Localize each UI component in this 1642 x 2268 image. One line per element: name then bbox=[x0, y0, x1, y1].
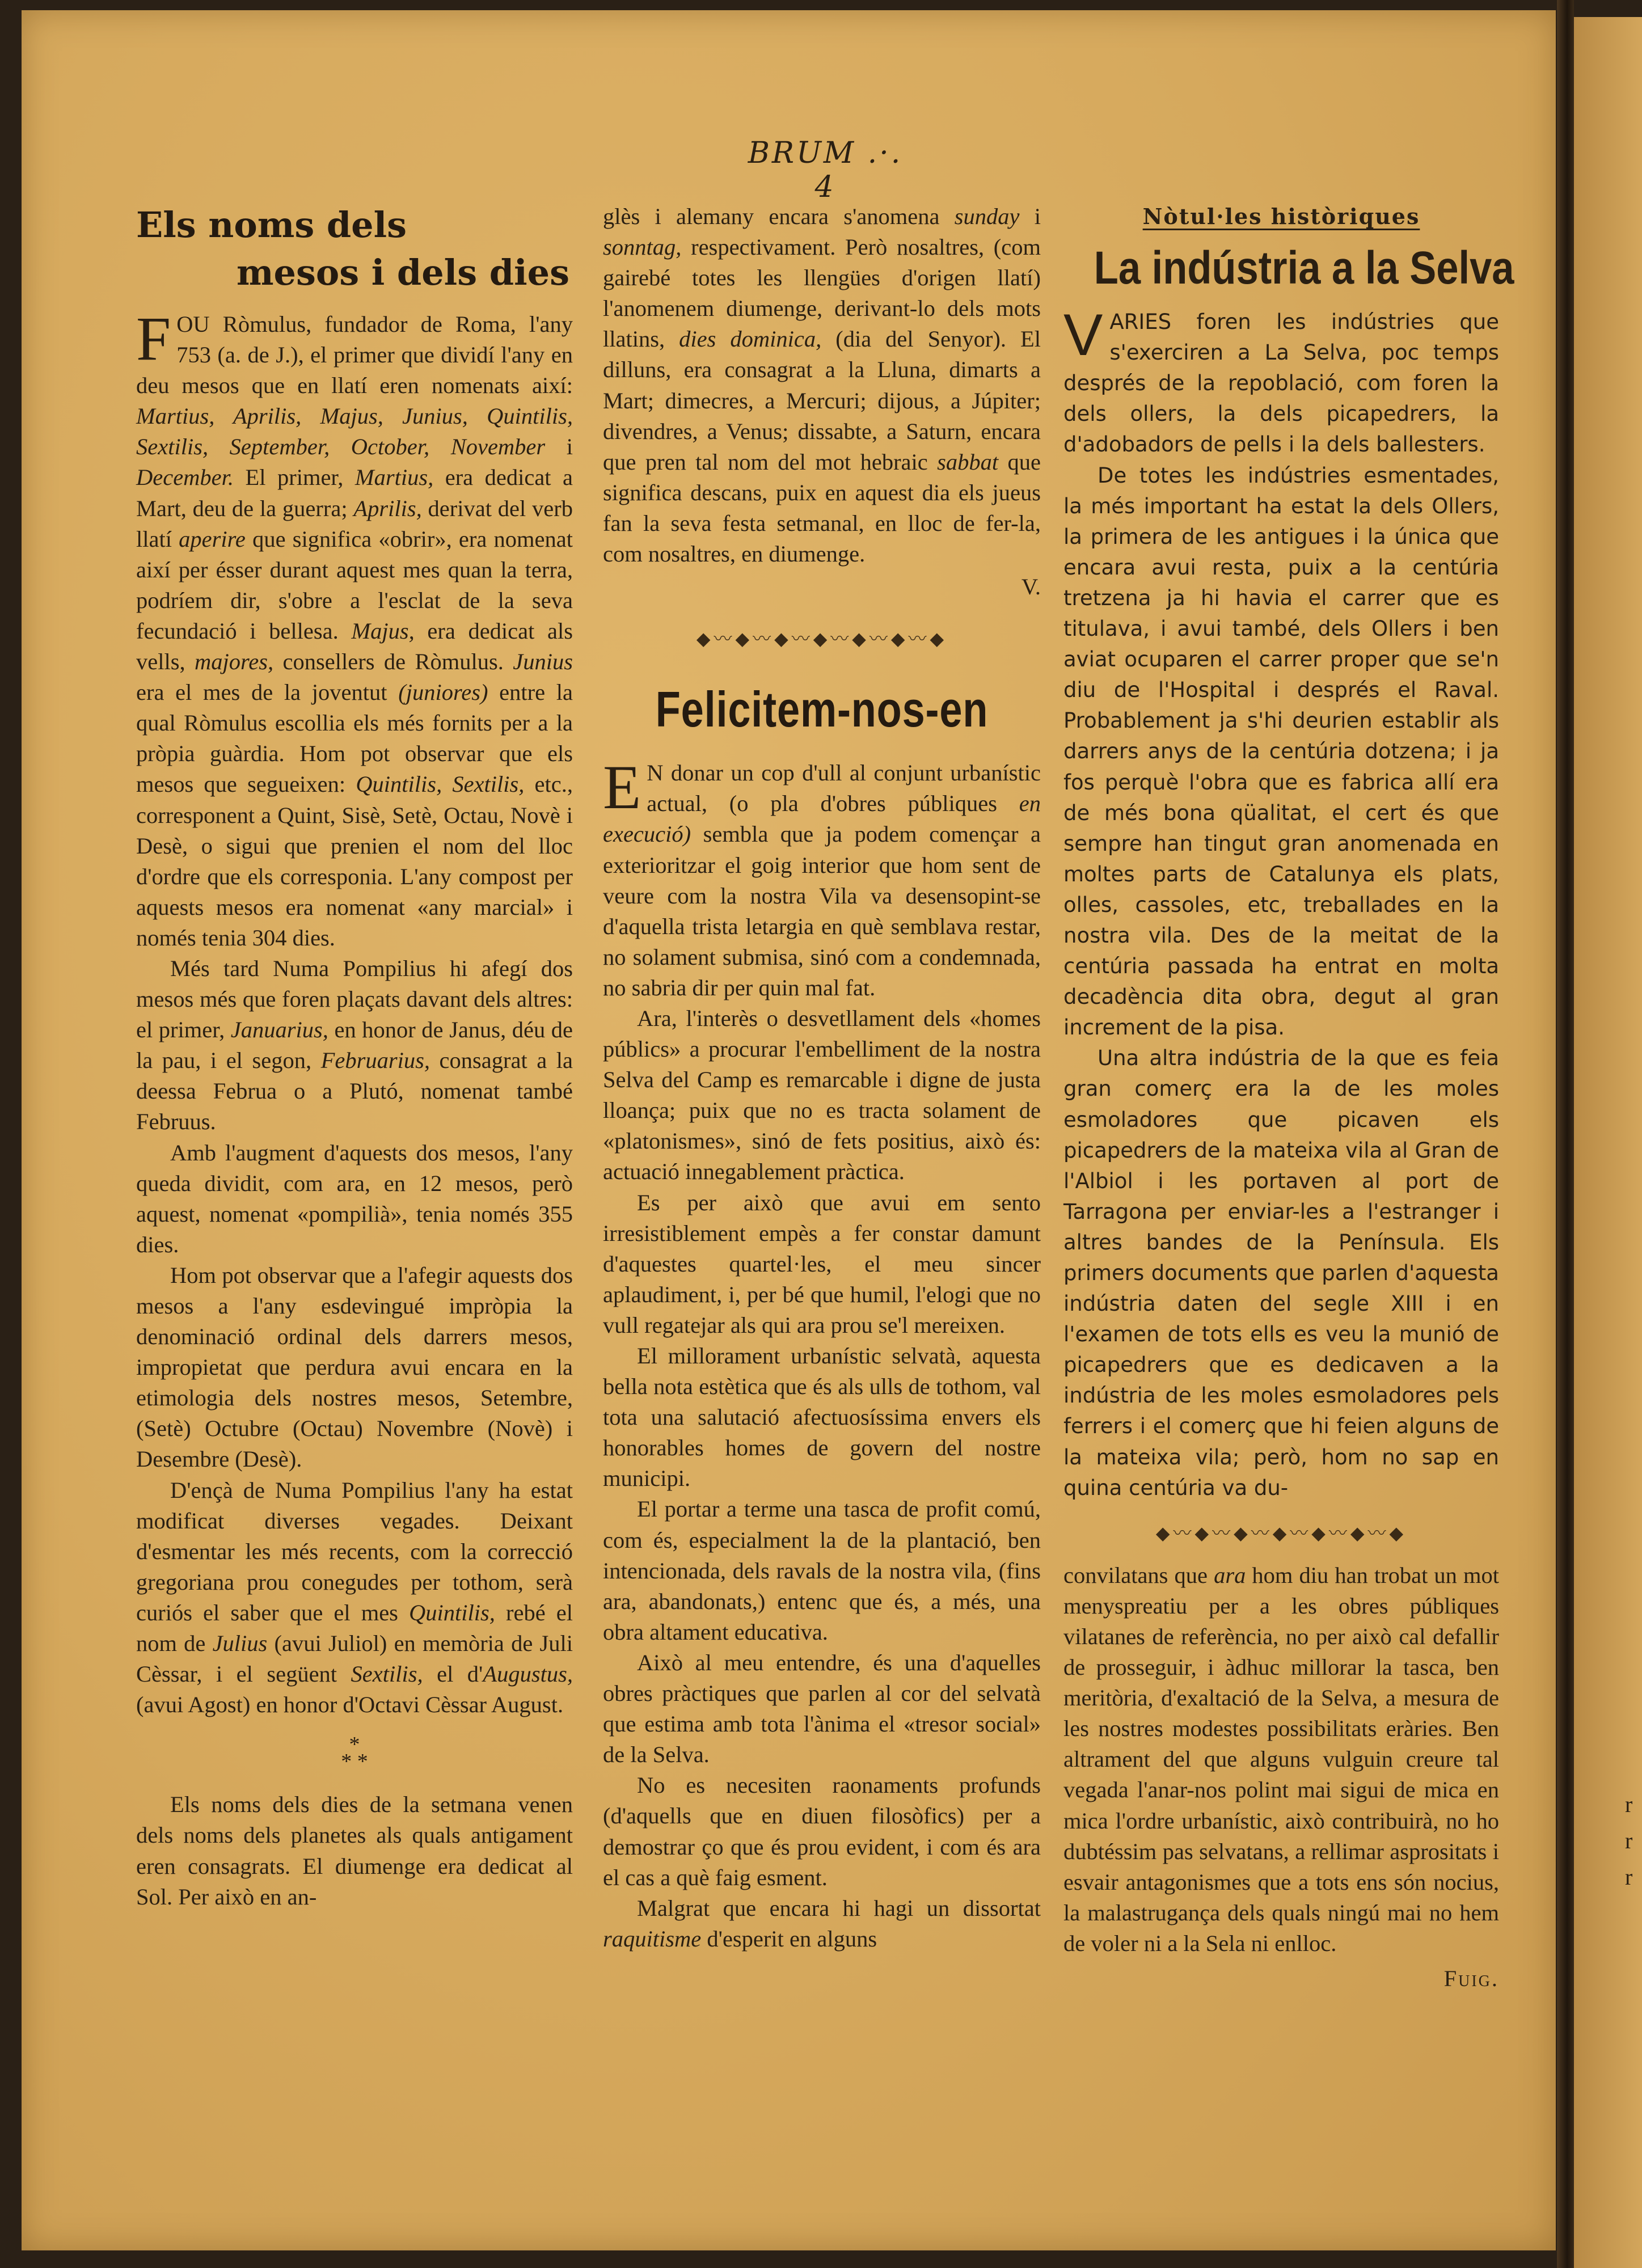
article-title-felicitem: Felicitem-nos-en bbox=[655, 681, 989, 738]
facing-page-fragment: r r r bbox=[1625, 1792, 1633, 1890]
ornament-divider: ◆〰◆〰◆〰◆〰◆〰◆〰◆ bbox=[1155, 1522, 1407, 1543]
paragraph: E N donar un cop d'ull al conjunt urbanístic actual, (o pla d'obres públiques en execució) sembla que ja podem començar a exterioritzar el goig interior que hom sent de veure com la nostra Vila va desensopint-se d'aquella trista letargia en què semblava restar, no solament submisa, sinó com a condemnada, no sabria dir per quin mal fat. bbox=[603, 753, 1041, 1000]
paragraph: Malgrat que encara hi hagi un dissortat raquitisme d'esperit en alguns bbox=[603, 1895, 1041, 1952]
drop-cap: E bbox=[603, 753, 641, 822]
article-title-industria: La indústria a la Selva bbox=[1094, 242, 1514, 294]
author-signature: V. bbox=[1021, 574, 1041, 600]
book-spine bbox=[1557, 0, 1574, 2268]
article-title-noms-mesos bbox=[136, 201, 573, 297]
paragraph: Això al meu entendre, és una d'aquelles obres pràctiques que parlen al cor del selvatà que estima amb tota l'ànima el «tresor social» de la Selva. bbox=[603, 1649, 1041, 1768]
column-1 bbox=[136, 201, 573, 1912]
paragraph: Els noms dels dies de la setmana venen dels noms dels planetes als quals antigament eren consagrats. El diumenge era dedicat al Sol. Per això en an- bbox=[136, 1792, 573, 1910]
title-line-2: mesos i dels dies bbox=[236, 252, 569, 293]
title-line-1: Els noms dels bbox=[136, 204, 407, 246]
paragraph: El millorament urbanístic selvatà, aquesta bella nota estètica que és als ulls de tothom, val tota una salutació afectuosíssima envers els honorables homes de govern del nostre municipi. bbox=[603, 1343, 1041, 1492]
paragraph: FOU Ròmulus, fundador de Roma, l'any 753 (a. de J.), el primer que dividí l'any en deu mesos que en llatí eren nomenats així: Martius, Aprilis, Majus, Junius, Quintilis, Sextilis, September, October, November i December. El primer, Martius, era dedicat a Mart, deu de la guerra; Aprilis, derivat del verb llatí aperire que significa «obrir», era nomenat així per ésser durant aquest mes quan la terra, podríem dir, s'obre a l'esclat de la seva fecundació i bellesa. Majus, era dedicat als vells, majores, consellers de Ròmulus. Junius era el mes de la joventut (juniores) entre la qual Ròmulus escollia els més fornits per a la pròpia guàrdia. Hom pot observar que els mesos que segueixen: Quintilis, Sextilis, etc., corresponent a Quint, Sisè, Setè, Octau, Novè i Desè, o sigui que prenien el nom del lloc d'ordre que els corresponia. L'any compost per aquests mesos era nomenat «any marcial» i només tenia 304 dies. bbox=[136, 304, 573, 951]
asterism-divider: * * * bbox=[341, 1733, 368, 1774]
paragraph: El portar a terme una tasca de profit comú, com és, especialment la de la plantació, ben intencionada, dels ravals de la nostra vila, (fins ara, abandonats,) entenc que és, a més, una obra altament educativa. bbox=[603, 1496, 1041, 1645]
facing-page-edge bbox=[1574, 17, 1642, 2268]
paragraph: Més tard Numa Pompilius hi afegí dos mesos més que foren plaçats davant dels altres: el primer, Januarius, en honor de Janus, déu de la pau, i el segon, Februarius, consagrat a la deessa Februa o a Plutó, nomenat també Februus. bbox=[136, 955, 573, 1135]
section-kicker: Nòtul·les històriques bbox=[1142, 204, 1420, 229]
paragraph: D'ençà de Numa Pompilius l'any ha estat modificat diverses vegades. Deixant d'esmentar les més recents, com la correcció gregoriana prou conegudes per tothom, serà curiós el saber que el mes Quintilis, rebé el nom de Julius (avui Juliol) en memòria de Juli Cèssar, i el següent Sextilis, el d'Augustus, (avui Agost) en honor d'Octavi Cèssar August. bbox=[136, 1477, 573, 1718]
column-3 bbox=[1063, 201, 1514, 1994]
paragraph-continuation: convilatans que ara hom diu han trobat un mot menyspreatiu per a les obres públiques vilatanes de referència, no per això cal defallir de prosseguir, i àdhuc millorar la tasca, ben meritòria, d'exaltació de la Selva, a mesura de les nostres modestes possibilitats eràries. Ben altrament del que alguns vulguin creure tal vegada l'anar-nos polint mai sigui de mica en mica l'ordre urbanístic, això contribuirà, no ho dubtéssim pas selvatans, a rellimar asprositats i esvair antagonismes que a tots ens són nocius, la malastrugança dels quals ningú mai no hem de voler ni a la Sela ni enlloc. bbox=[1063, 1562, 1500, 1956]
page-header: BRUM .·. 4 bbox=[748, 136, 903, 204]
article-body-industria bbox=[1063, 302, 1499, 1503]
paragraph: VARIES foren les indústries que s'exerciren a La Selva, poc temps després de la repoblació, com foren la dels ollers, la dels picapedrers, la d'adobadors de pells i la dels ballesters. bbox=[1063, 302, 1499, 457]
ornament-divider: ◆〰◆〰◆〰◆〰◆〰◆〰◆ bbox=[696, 628, 948, 649]
paragraph-continuation: glès i alemany encara s'anomena sunday i sonntag, respectivament. Però nosaltres, (com gairebé totes les llengües d'origen llatí) l'anomenem diumenge, derivant-lo dels mots llatins, dies dominica, (dia del Senyor). El dilluns, era consagrat a la Lluna, dimarts a Mart; dimecres, a Mercuri; dijous, a Júpiter; divendres, a Venus; dissabte, a Saturn, encara que pren tal nom del mot hebraic sabbat que significa descans, puix en aquest dia els jueus fan la seva festa setmanal, en lloc de fer-la, com nosaltres, en diumenge. bbox=[603, 204, 1041, 567]
author-signature: Fuig. bbox=[1443, 1965, 1499, 1991]
drop-cap: F bbox=[136, 304, 171, 373]
paragraph: Ara, l'interès o desvetllament dels «homes públics» a procurar l'embelliment de la nostra Selva del Camp es remarcable i digne de justa lloança; puix que no es tracta solament de «platonismes», sinó de fets positius, això és: actuació innegablement pràctica. bbox=[603, 1005, 1041, 1185]
paragraph: Amb l'augment d'aquests dos mesos, l'any queda dividit, com ara, en 12 mesos, però aquest, nomenat «pompilià», tenia només 355 dies. bbox=[136, 1139, 573, 1257]
paragraph: Una altra indústria de la que es feia gran comerç era la de les moles esmoladores que picaven els picapedrers de la mateixa vila al Gran de l'Albiol i les portaven al port de Tarragona per enviar-les a l'estranger i altres bandes de la Península. Els primers documents que parlen d'aquesta indústria daten del segle XIII i en l'examen de tots ells es veu la munió de picapedrers que es dedicaven a la indústria de les moles esmoladores pels ferrers i el comerç que hi feien alguns de la mateixa vila; però, hom no sap en quina centúria va du- bbox=[1063, 1046, 1499, 1500]
paragraph: Es per això que avui em sento irresistiblement empès a fer constar damunt d'aquestes quartel·les, el meu sincer aplaudiment, i, per bé que humil, l'elogi que no vull regatejar als qui ara prou se'l mereixen. bbox=[603, 1189, 1041, 1338]
column-2 bbox=[603, 201, 1041, 1954]
paragraph: Hom pot observar que a l'afegir aquests dos mesos a l'any esdevingué impròpia la denominació ordinal dels darrers mesos, impropietat que perdura avui encara en la etimologia dels nostres mesos, Setembre, (Setè) Octubre (Octau) Novembre (Novè) i Desembre (Desè). bbox=[136, 1262, 573, 1472]
paragraph: No es necesiten raonaments profunds (d'aquells que en diuen filosòfics) per a demostrar ço que és prou evident, i com és ara el cas a què faig esment. bbox=[603, 1772, 1041, 1890]
drop-cap: V bbox=[1063, 302, 1103, 369]
paragraph: De totes les indústries esmentades, la més important ha estat la dels Ollers, la primera de les antigues i la única que encara avui resta, puix a la centúria tretzena ja hi havia el carrer que es titulava, i avui també, dels Ollers i ben aviat ocuparen el carrer proper que se'n diu de l'Hospital i després el Raval. Probablement ja s'hi deurien establir als darrers anys de la centúria dotzena; i ja fos perquè l'obra que es fabrica allí era de més bona qüalitat, el cert és que sempre han tingut gran anomenada en moltes parts de Catalunya els plats, olles, cassoles, etc, treballades en la nostra vila. Des de la meitat de la centúria passada ha entrat en molta decadència dita obra, degut al gran increment de la pisa. bbox=[1063, 463, 1499, 1040]
